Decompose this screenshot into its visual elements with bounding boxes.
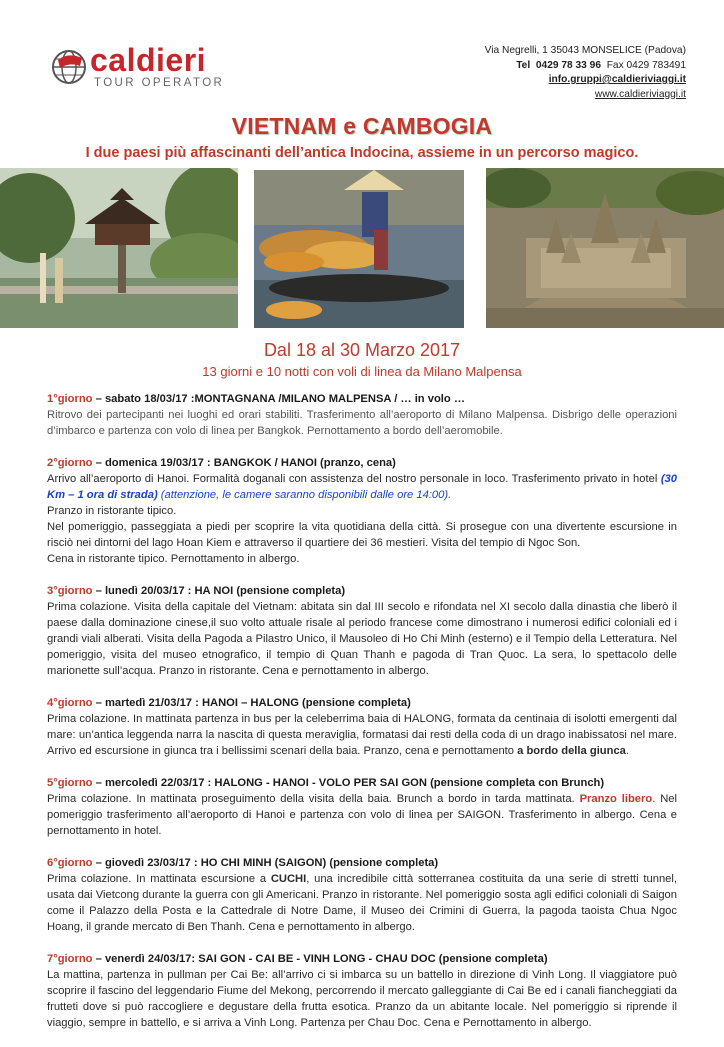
day-description: Ritrovo dei partecipanti nei luoghi ed orari stabiliti. Trasferimento all’aeroporto di Milano Malpensa. Disbrigo delle operazioni d’imbarco e partenza con volo di linea per Bangkok. Pernottamento a bordo dell’aeromobile. [47,409,677,437]
day-heading [47,455,677,471]
angkor-wat-photo [486,168,724,328]
free-lunch-highlight: Pranzo libero [579,793,653,805]
day-description: Prima colazione. Visita della capitale del Vietnam: abitata sin dal III secolo e rifondata nel XI secolo dalla dinastia che liberò il paese dalla dominazione cinese,il suo volto attuale risale al periodo francese come dimostrano i numerosi edifici coloniali ed i grandi viali alberati. Visita della Pagoda a Pilastro Unico, il Mausoleo di Ho Chi Minh (esterno) e il Tempio della Letteratura. Nel pomeriggio, visita del museo etnografico, il tempio di Quan Thanh e pagoda di Tran Quoc. La sera, lo spettacolo delle marionette sull’acqua. Pranzo in ristorante. Cena e pernottamento in albergo. [47,601,677,677]
day-text: Arrivo all’aeroporto di Hanoi. Formalità doganali con assistenza del nostro personale in loco. Trasferimento privato in hotel [47,473,661,485]
day-number: 3°giorno [47,585,93,597]
globe-logo-icon [50,48,88,86]
day-description [47,471,677,567]
day-number: 2°giorno [47,457,93,469]
day-text: Pranzo in ristorante tipico. [47,505,177,517]
day-description [47,791,677,839]
day-heading [47,583,677,599]
day-number: 7°giorno [47,953,93,965]
day-description: La mattina, partenza in pullman per Cai Be: all’arrivo ci si imbarca su un battello in direzione di Vinh Long. Il viaggiatore può scoprire il fascino del leggendario Fiume del Mekong, percorrendo il mercato galleggiante di Cai Be ed i canali fiancheggiati da frutteti dove si può raccogliere e degustare della frutta esotica. Pranzo da un abitante locale. Nel pomeriggio si riprende il viaggio, sempre in battello, e si arriva a Vinh Long. Partenza per Chau Doc. Cena e Pernottamento in albergo. [47,969,677,1029]
day-title: – venerdì 24/03/17: SAI GON - CAI BE - VINH LONG - CHAU DOC (pensione completa) [92,953,548,965]
fax-number: Fax 0429 783491 [606,59,686,71]
day-2 [47,455,677,567]
itinerary [47,391,677,1047]
day-title: – mercoledì 22/03/17 : HALONG - HANOI - VOLO PER SAI GON (pensione completa con Brunch) [92,777,605,789]
day-title: – lunedì 20/03/17 : HA NOI (pensione completa) [92,585,346,597]
day-text: . [625,745,630,757]
phone-line [485,59,686,74]
day-number: 1°giorno [47,393,93,405]
day-5 [47,775,677,839]
day-description [47,711,677,759]
day-title: – domenica 19/03/17 : BANGKOK / HANOI (pranzo, cena) [92,457,396,469]
day-heading [47,775,677,791]
floating-market-photo [254,170,464,328]
day-text: Prima colazione. In mattinata escursione a [47,873,271,885]
distance-note: (30 Km – 1 ora di strada) [47,473,677,501]
cuchi-highlight: CUCHI [270,873,307,885]
day-text: Prima colazione. In mattinata proseguimento della visita della baia. Brunch a bordo in tarda mattinata. [47,793,580,805]
address: Via Negrelli, 1 35043 MONSELICE (Padova) [484,45,686,56]
day-number: 6°giorno [47,857,93,869]
day-1 [47,391,677,439]
junk-highlight: a bordo della giunca [517,745,626,757]
logo-name: caldieri [90,42,207,78]
website-link[interactable]: www.caldieriviaggi.it [594,88,686,100]
day-number: 5°giorno [47,777,93,789]
tel-label: Tel [516,59,531,71]
day-text: Cena in ristorante tipico. Pernottamento in albergo. [47,553,300,565]
email-link[interactable]: info.gruppi@caldieriviaggi.it [548,74,686,85]
photo-strip [0,168,724,328]
day-7 [47,951,677,1031]
day-text: . Nel pomeriggio trasferimento all’aeroporto di Hanoi e partenza con volo di linea per SAIGON. Trasferimento in albergo. Cena e pernottamento in hotel. [47,793,677,837]
day-text: Prima colazione. In mattinata partenza in bus per la celeberrima baia di HALONG, formata da centinaia di isolotti emergenti dal mare: un’antica leggenda narra la nascita di questa meraviglia, formatasi dai resti della coda di un drago inabissatosi nel mare. Arrivo ed escursione in giunca tra i bellissimi scenari della baia. Pranzo, cena e pernottamento [47,713,677,757]
one-pillar-pagoda-photo [0,168,238,328]
day-title: – sabato 18/03/17 :MONTAGNANA /MILANO MALPENSA / … in volo … [92,393,466,405]
company-logo [50,42,235,94]
page-title: VIETNAM e CAMBOGIA [231,113,493,139]
trip-dates: Dal 18 al 30 Marzo 2017 [263,340,461,360]
room-note: (attenzione, le camere saranno disponibili dalle ore 14:00). [157,489,452,501]
contact-block [485,44,686,102]
logo-subtitle: TOUR OPERATOR [94,77,225,89]
day-heading [47,391,677,407]
day-heading [47,855,677,871]
day-heading [47,951,677,967]
day-title: – giovedì 23/03/17 : HO CHI MINH (SAIGON) (pensione completa) [92,857,439,869]
day-4 [47,695,677,759]
day-text: Nel pomeriggio, passeggiata a piedi per scoprire la vita quotidiana della città. Si prosegue con una divertente escursione in risciò nei dintorni del lago Hoan Kiem e attraverso il quartiere dei 36 mestieri. Visita del tempio di Ngoc Son. [47,521,677,549]
day-description [47,871,677,935]
page-subtitle: I due paesi più affascinanti dell’antica Indocina, assieme in un percorso magico. [85,145,639,161]
day-heading [47,695,677,711]
trip-duration: 13 giorni e 10 notti con voli di linea da Milano Malpensa [202,364,522,379]
day-6 [47,855,677,935]
tel-number: 0429 78 33 96 [535,59,602,71]
day-title: – martedì 21/03/17 : HANOI – HALONG (pensione completa) [92,697,411,709]
day-text: , una incredibile città sotterranea costituita da una serie di stretti tunnel, usata dai Vietcong durante la guerra con gli Americani. Pranzo in ristorante. Nel pomeriggio sosta agli edifici coloniali di Saigon come il Palazzo della Posta e la Cattedrale di Notre Dame, il Museo dei Crimini di Guerra, la pagoda taoista Chua Ngoc Hoang, il grande mercato di Ben Thanh. Cena e pernottamento in albergo. [47,873,677,933]
day-number: 4°giorno [47,697,93,709]
day-3 [47,583,677,679]
